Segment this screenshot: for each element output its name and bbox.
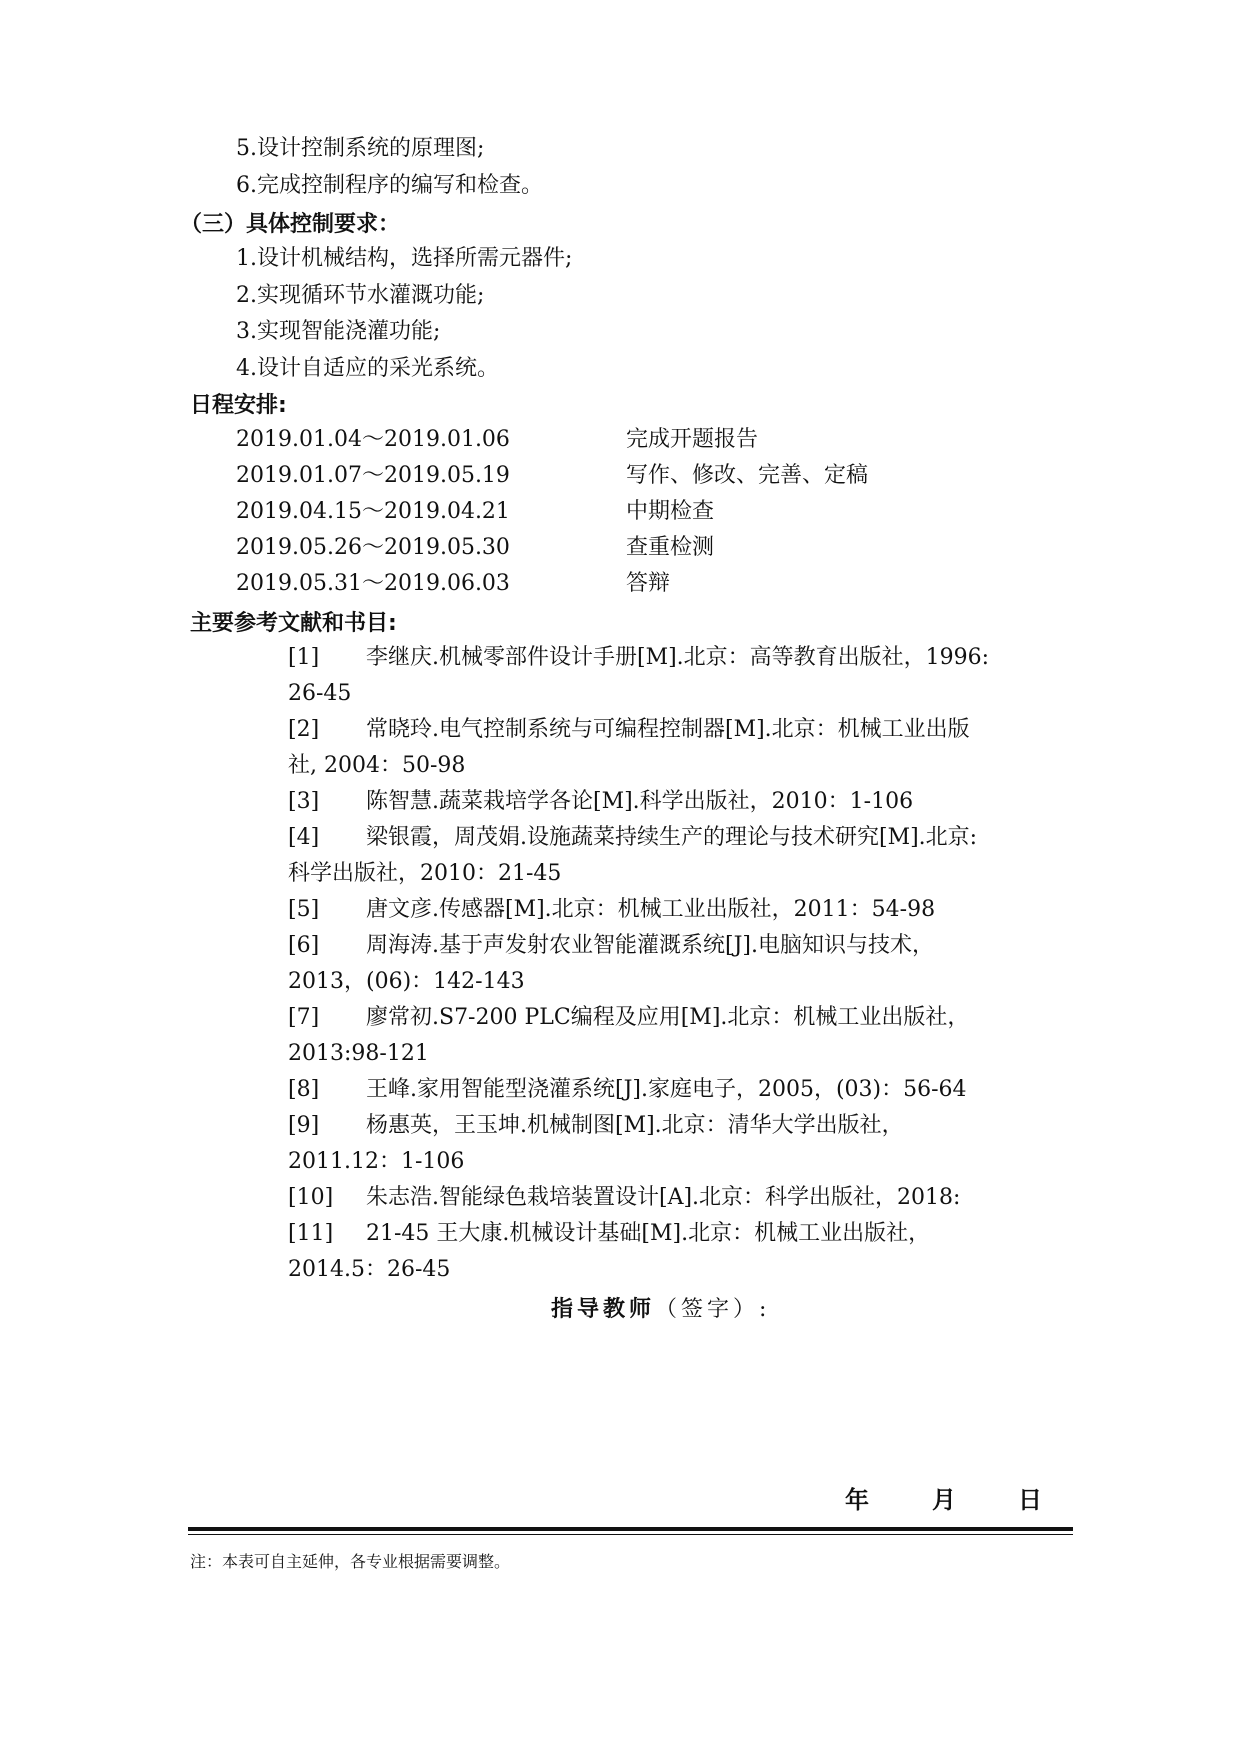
schedule-date: 2019.04.15～2019.04.21	[236, 499, 510, 524]
reference-text: 21-45 王大康.机械设计基础[M].北京：机械工业出版社，	[366, 1221, 931, 1246]
reference-continuation: 26-45	[288, 681, 352, 706]
requirement-item-3: 3.实现智能浇灌功能;	[236, 319, 441, 344]
reference-entry	[288, 644, 989, 672]
reference-continuation: 2011.12：1-106	[288, 1149, 465, 1174]
task-item-5: 5.设计控制系统的原理图;	[236, 136, 485, 161]
reference-continuation: 科学出版社，2010：21-45	[288, 861, 562, 886]
reference-entry	[288, 788, 913, 816]
reference-entry	[288, 896, 935, 924]
date-day-label: 日	[1018, 1486, 1042, 1514]
reference-text: 王峰.家用智能型浇灌系统[J].家庭电子，2005，(03)：56-64	[366, 1077, 967, 1102]
reference-text: 陈智慧.蔬菜栽培学各论[M].科学出版社，2010：1-106	[366, 789, 914, 814]
signature-note: （签字）:	[655, 1297, 771, 1322]
requirement-item-4: 4.设计自适应的采光系统。	[236, 356, 499, 381]
reference-number: [8]	[288, 1077, 320, 1102]
reference-text: 周海涛.基于声发射农业智能灌溉系统[J].电脑知识与技术，	[366, 933, 934, 958]
reference-number: [10]	[288, 1185, 334, 1210]
advisor-label: 指导教师	[551, 1297, 656, 1322]
reference-text: 杨惠英，王玉坤.机械制图[M].北京：清华大学出版社，	[366, 1113, 904, 1138]
footer-rule-thin	[188, 1534, 1073, 1535]
reference-number: [11]	[288, 1221, 334, 1246]
references-heading: 主要参考文献和书目:	[190, 611, 397, 636]
reference-entry	[288, 1076, 967, 1104]
schedule-task: 中期检查	[626, 499, 715, 524]
reference-number: [1]	[288, 645, 320, 670]
schedule-task: 查重检测	[626, 535, 715, 560]
schedule-date: 2019.01.07～2019.05.19	[236, 463, 510, 488]
section3-heading: （三）具体控制要求：	[180, 212, 401, 237]
reference-number: [7]	[288, 1005, 320, 1030]
reference-continuation: 2014.5：26-45	[288, 1257, 451, 1282]
reference-text: 唐文彦.传感器[M].北京：机械工业出版社，2011：54-98	[366, 897, 936, 922]
reference-continuation: 2013:98-121	[288, 1041, 429, 1066]
reference-entry	[288, 1184, 960, 1212]
reference-number: [4]	[288, 825, 320, 850]
schedule-task: 完成开题报告	[626, 427, 759, 452]
date-year-label: 年	[845, 1486, 869, 1514]
footer-rule-thick	[188, 1527, 1073, 1531]
reference-text: 廖常初.S7-200 PLC编程及应用[M].北京：机械工业出版社，	[366, 1005, 970, 1030]
schedule-task: 写作、修改、完善、定稿	[626, 463, 869, 488]
schedule-date: 2019.01.04～2019.01.06	[236, 427, 510, 452]
schedule-task: 答辩	[626, 571, 671, 596]
requirement-item-1: 1.设计机械结构，选择所需元器件;	[236, 246, 573, 271]
reference-number: [5]	[288, 897, 320, 922]
advisor-signature-label	[551, 1296, 770, 1324]
reference-entry	[288, 1220, 930, 1248]
reference-entry	[288, 716, 970, 744]
reference-number: [6]	[288, 933, 320, 958]
reference-entry	[288, 1112, 904, 1140]
reference-entry	[288, 1004, 969, 1032]
reference-text: 梁银霞，周茂娟.设施蔬菜持续生产的理论与技术研究[M].北京:	[366, 825, 978, 850]
schedule-date: 2019.05.31～2019.06.03	[236, 571, 510, 596]
schedule-heading: 日程安排:	[190, 393, 287, 418]
reference-text: 常晓玲.电气控制系统与可编程控制器[M].北京：机械工业出版	[366, 717, 970, 742]
requirement-item-2: 2.实现循环节水灌溉功能;	[236, 283, 485, 308]
task-item-6: 6.完成控制程序的编写和检查。	[236, 173, 543, 198]
reference-entry	[288, 824, 977, 852]
reference-text: 朱志浩.智能绿色栽培装置设计[A].北京：科学出版社，2018:	[366, 1185, 961, 1210]
reference-number: [2]	[288, 717, 320, 742]
schedule-date: 2019.05.26～2019.05.30	[236, 535, 510, 560]
reference-continuation: 2013，(06)：142-143	[288, 969, 525, 994]
reference-entry	[288, 932, 934, 960]
reference-number: [3]	[288, 789, 320, 814]
reference-number: [9]	[288, 1113, 320, 1138]
footnote: 注：本表可自主延伸，各专业根据需要调整。	[190, 1552, 511, 1571]
reference-text: 李继庆.机械零部件设计手册[M].北京：高等教育出版社，1996:	[366, 645, 990, 670]
date-month-label: 月	[932, 1486, 956, 1514]
reference-continuation: 社, 2004：50-98	[288, 753, 466, 778]
